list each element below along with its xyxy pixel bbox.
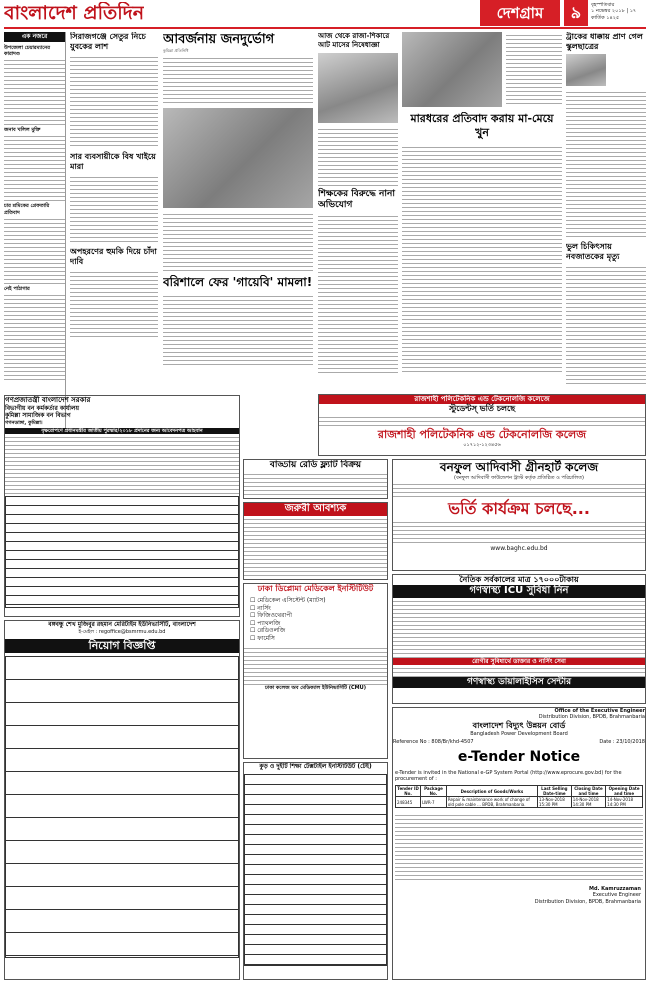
ad-headline: ভর্তি কার্যক্রম চলছে... — [448, 499, 590, 519]
ad-subtitle: স্টুডেন্টস্ ভর্তি চলছে — [448, 403, 516, 413]
story-body — [402, 144, 562, 374]
glance-item-body — [4, 292, 65, 382]
glance-item-body — [4, 216, 65, 286]
textile-ad — [243, 762, 388, 980]
notice-intro: e-Tender is invited in the National e-GP System Portal (http://www.eprocure.gov.bd) for the procurement of : — [395, 769, 622, 782]
ad-body — [393, 481, 645, 499]
ad-body — [244, 516, 387, 576]
ad-title: গণস্বাস্থ্য ডায়ালাইসিস সেন্টার — [393, 677, 645, 688]
ad-phone: ০১৭১২-১২৩৪৫৬ — [463, 441, 501, 448]
ad-body — [319, 414, 645, 428]
glance-item-title: চার শ্রমিকের গ্রেফতারি প্রতিবাদ — [4, 203, 50, 216]
story-photo — [566, 54, 606, 86]
table-header-cell: Closing Date and time — [571, 786, 605, 797]
table-header-cell: Description of Goods/Works — [446, 786, 537, 797]
tender-table — [395, 785, 643, 808]
ad-body — [244, 645, 387, 685]
ad-title: গণপ্রজাতন্ত্রী বাংলাদেশ সরকার — [5, 396, 91, 404]
ad-table — [5, 656, 239, 958]
story-body — [318, 126, 398, 186]
ad-email[interactable]: ই-মেইল : regoffice@bsmrmu.edu.bd — [78, 628, 166, 635]
table-header-cell: Last Selling Date-time — [537, 786, 571, 797]
org-name: বাংলাদেশ বিদ্যুৎ উন্নয়ন বোর্ড — [472, 720, 566, 730]
story-body — [163, 211, 313, 271]
glance-item-title: জনাব খলিল মুক্তি — [4, 127, 41, 133]
banaful-ad — [392, 459, 646, 571]
ad-title: রাজশাহী পলিটেকনিক এন্ড টেকনোলজি কলেজ — [377, 427, 587, 441]
table-cell: LWR-7 — [421, 797, 447, 808]
course-item: ☐ মেডিকেল এসিস্টেন্ট (ম্যাটস) — [250, 597, 326, 604]
notice-body — [395, 812, 643, 882]
ad-location: গগনডাঙ্গা, কুমিল্লা। — [5, 419, 43, 426]
ad-title: বাড্ডায় রেডি ফ্ল্যাট বিক্রয় — [269, 460, 362, 470]
ad-body — [244, 471, 387, 495]
glance-item-body — [4, 57, 65, 127]
story-body — [318, 213, 398, 373]
story-body — [163, 293, 313, 368]
story-body — [566, 264, 646, 384]
barishal-story — [163, 275, 313, 375]
story-body — [70, 54, 158, 149]
table-cell: 248345 — [396, 797, 421, 808]
course-item: ☐ প্যাথলজি — [250, 619, 281, 627]
story-body — [566, 89, 646, 239]
page-number: ৯ — [562, 0, 588, 26]
ad-title: জরুরী আবশ্যক — [244, 503, 387, 516]
urgent-ad — [243, 502, 388, 580]
story-photo — [163, 108, 313, 208]
byline: কুমিল্লা প্রতিনিধি — [163, 48, 189, 54]
polytechnic-ad — [318, 394, 646, 456]
ad-title: গণস্বাস্থ্য ICU সুবিধা নিন — [393, 585, 645, 598]
medical-ad — [243, 583, 388, 759]
reference-no: Reference No : 808/Br/khd-4507 — [393, 738, 474, 745]
ad-table — [5, 496, 239, 608]
story-photo — [402, 32, 502, 107]
etender-ad — [392, 707, 646, 980]
table-header-cell: Tender ID No. — [397, 786, 419, 796]
course-item: ☐ রেডিওলজি — [250, 627, 286, 634]
section-title: দেশগ্রাম — [480, 0, 560, 26]
ref-date: Date : 23/10/2018 — [599, 738, 645, 745]
story-body — [70, 174, 158, 244]
issue-day: বৃহস্পতিবার — [591, 2, 615, 8]
org-name-en: Bangladesh Power Development Board — [470, 730, 568, 737]
table-header-cell: Opening Date and time — [606, 786, 643, 797]
headline: আজ থেকে রাজা-শিকারে আট মাসের নিষেধাজ্ঞা — [318, 32, 390, 49]
issue-date — [591, 2, 649, 21]
headline: শিক্ষকের বিরুদ্ধে নানা অভিযোগ — [318, 188, 395, 210]
ad-body — [393, 519, 645, 545]
signature-block — [393, 886, 641, 905]
story-body — [163, 55, 313, 105]
signatory-office: Distribution Division, BPDB, Brahmanbaria — [534, 898, 641, 905]
ref-row — [393, 739, 645, 745]
garbage-story — [163, 32, 313, 272]
story-body — [70, 269, 158, 339]
news-column-4 — [318, 32, 398, 392]
headline: আবর্জনায় জনদুর্ভোগ — [163, 32, 275, 47]
header-rule — [4, 27, 646, 29]
ad-tag: রাজশাহী পলিটেকনিক এন্ড টেকনোলজি কলেজে — [319, 395, 645, 404]
course-item: ☐ নার্সিং — [250, 604, 271, 612]
ad-body — [393, 665, 645, 677]
ad-table — [244, 774, 387, 966]
headline: ভুল চিকিৎসায় নবজাতকের মৃত্যু — [566, 242, 620, 261]
course-item: ☐ ফিজিওথেরাপী — [250, 612, 293, 619]
ad-subtitle: নৈতিক সর্বকালের মাত্র ১৭০০০টাকায় — [459, 575, 579, 584]
at-a-glance-column — [4, 32, 66, 442]
news-column-2 — [70, 32, 158, 342]
photo-caption — [506, 32, 562, 107]
ad-website[interactable]: www.baghc.edu.bd — [490, 545, 548, 553]
signatory-name: Md. Kamruzzaman — [588, 886, 641, 892]
headline: বরিশালে ফের 'গায়েবি' মামলা! — [163, 275, 313, 289]
ad-banner: রোগীর সুবিধার্থে ডাক্তার ও নার্সিং সেবা — [393, 658, 645, 666]
bsmrmu-ad — [4, 620, 240, 980]
story-photo — [318, 53, 398, 123]
table-cell: 13-Nov-2018 15:30 PM — [537, 797, 571, 808]
ad-body — [5, 434, 239, 494]
issue-date-text: ১ নভেম্বর ২০১৮ | ১৭ কার্তিক ১৪২৫ — [591, 8, 637, 21]
ad-subtitle: কুমিল্লা সামাজিক বন বিভাগ — [5, 412, 71, 420]
table-row — [396, 797, 643, 808]
table-header-row — [396, 786, 643, 797]
headline: ট্রাকের ধাক্কায় প্রাণ গেল স্কুলছাত্রের — [566, 32, 643, 51]
signatory-title: Executive Engineer — [592, 892, 641, 899]
glance-item-title: উপজেলা চেয়ারম্যানের কারাদণ্ড — [4, 44, 50, 57]
ad-title: কুড় ও দুইটি শিক্ষা টেক্সটাইল ইনস্টিটিউট (টেই) — [259, 763, 372, 770]
at-a-glance-tag: এক নজরে — [4, 32, 65, 42]
headline: মারধরের প্রতিবাদ করায় মা-মেয়ে খুন — [410, 112, 554, 139]
headline: সিরাজগঞ্জে সেতুর নিচে যুবকের লাশ — [70, 32, 146, 51]
glance-item-body — [4, 133, 65, 203]
course-item: ☐ ফার্মেসি — [250, 634, 275, 642]
notice-title: e-Tender Notice — [457, 749, 581, 765]
headline: অপহরণের হুমকি দিয়ে চাঁদা দাবি — [70, 247, 157, 266]
ad-title: বঙ্গবন্ধু শেখ মুজিবুর রহমান মেরিটাইম ইউনিভার্সিটি, বাংলাদেশ — [48, 621, 196, 628]
ad-subtitle: ঢাকা কলেজ অব মেডিক্যাল ইউনিভার্সিটি (CMU) — [264, 685, 367, 691]
table-cell: 14-Nov-2018 14:30 PM — [606, 797, 643, 808]
murder-story — [402, 112, 562, 392]
table-cell: 14-Nov-2018 14:30 PM — [571, 797, 605, 808]
ad-subtitle: বিভাগীয় বন কর্মকর্তার কার্যালয় — [5, 404, 80, 412]
table-header-cell: Package No. — [421, 786, 447, 797]
office-division: Distribution Division, BPDB, Brahmanbaria — [538, 714, 645, 721]
ad-notice-title: বৃক্ষরোপণে প্রধানমন্ত্রীর জাতীয় পুরস্কার/২০১৮ প্রদানের জন্য আবেদনপত্র আহবান — [5, 428, 239, 434]
headline: সার ব্যবসায়ীকে বিষ খাইয়ে মারা — [70, 152, 156, 171]
ad-title: বনফুল আদিবাসী গ্রীনহার্ট কলেজ — [439, 460, 599, 474]
ad-title: ঢাকা ডিপ্লোমা মেডিকেল ইনস্টিটিউট — [257, 584, 374, 593]
icu-ad — [392, 574, 646, 704]
office-name: Office of the Executive Engineer — [554, 708, 645, 714]
table-cell: Repair & maintenance work of change of old pole cable ... BPDB, Brahmanbaria. — [446, 797, 537, 808]
masthead-logo: বাংলাদেশ প্রতিদিন — [4, 2, 145, 24]
ad-body — [393, 598, 645, 658]
ad-notice-title: নিয়োগ বিজ্ঞপ্তি — [5, 639, 239, 653]
ad-subtitle: (বনফুল আদিবাসী ফাউন্ডেশন ট্রাস্ট কর্তৃক প্রতিষ্ঠিত ও পরিচালিত) — [454, 475, 584, 481]
course-list — [250, 597, 381, 642]
govt-notice-ad — [4, 395, 240, 617]
news-column-right — [566, 32, 646, 392]
flat-ad — [243, 459, 388, 499]
glance-item-title: নেই পাঠাগার — [4, 285, 30, 292]
